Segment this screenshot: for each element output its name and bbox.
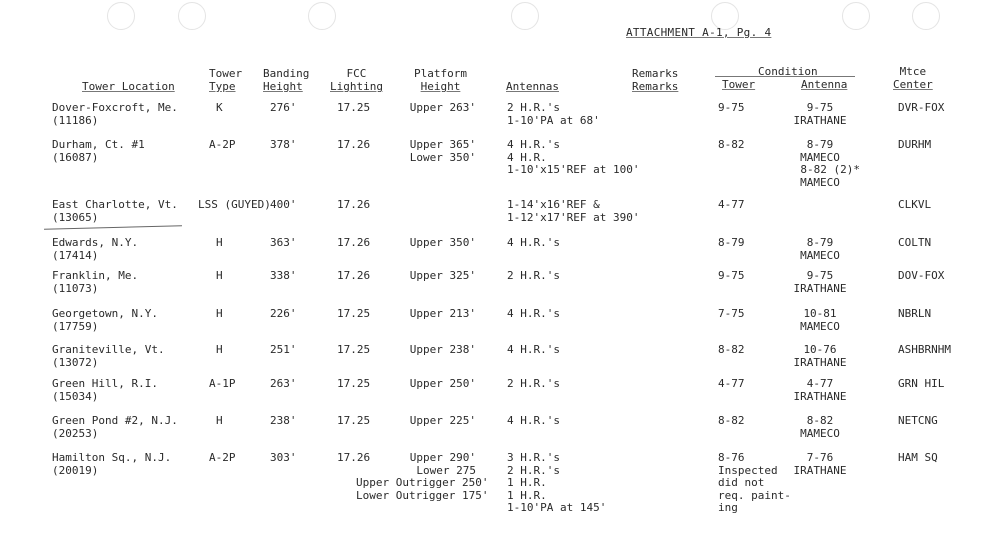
table-row — [0, 415, 985, 449]
table-row — [0, 199, 985, 233]
platform-height-cell — [356, 344, 476, 357]
tower-location-line: Edwards, N.Y. — [52, 236, 139, 249]
antennas-cell — [507, 452, 606, 515]
antennas-cell — [507, 237, 560, 250]
condition-antenna-line: IRATHANE — [793, 113, 847, 127]
antenna-line: 4 H.R.'s — [507, 236, 560, 249]
condition-tower-cell — [718, 139, 745, 152]
condition-tower-cell — [718, 344, 745, 357]
tower-type-cell: H — [216, 307, 223, 320]
condition-tower-line: req. paint- — [718, 488, 791, 502]
tower-location-cell — [52, 415, 178, 440]
tower-location-line: (15034) — [52, 389, 99, 403]
table-row — [0, 102, 985, 136]
platform-height-line: Upper 213' — [409, 307, 476, 320]
tower-location-cell — [52, 308, 158, 333]
platform-height-line: Upper 350' — [409, 236, 476, 249]
antennas-cell — [507, 270, 560, 283]
mtce-center-cell: GRN HIL — [898, 377, 945, 390]
platform-height-cell — [356, 451, 489, 502]
banding-height-cell: 251' — [270, 343, 297, 356]
condition-antenna-line: 8-79 — [806, 138, 834, 151]
tower-location-line: (20019) — [52, 463, 99, 477]
antenna-line: 4 H.R.'s — [507, 414, 560, 427]
platform-height-line: Upper 365' — [409, 138, 476, 151]
tower-location-line: (20253) — [52, 426, 99, 440]
col-remarks: Remarks Remarks — [632, 67, 679, 93]
banding-height-cell: 338' — [270, 269, 297, 282]
platform-height-line: Upper 238' — [409, 343, 476, 356]
condition-antenna-cell — [790, 415, 850, 440]
antennas-cell — [507, 102, 600, 127]
col-condition: Condition — [758, 65, 818, 78]
condition-antenna-line: IRATHANE — [793, 389, 847, 403]
condition-tower-line: Inspected — [718, 463, 778, 477]
platform-height-cell — [356, 378, 476, 391]
platform-height-line: Upper 225' — [409, 414, 476, 427]
condition-antenna-line: IRATHANE — [793, 281, 847, 295]
banding-height-cell: 238' — [270, 414, 297, 427]
platform-height-line: Lower 350' — [409, 150, 476, 164]
condition-antenna-line: MAMECO — [800, 150, 840, 164]
antenna-line: 2 H.R.'s — [507, 377, 560, 390]
antenna-line: 1-14'x16'REF & — [507, 198, 600, 211]
table-row — [0, 270, 985, 304]
tower-location-cell — [52, 344, 165, 369]
fcc-lighting-cell: 17.26 — [337, 138, 371, 151]
banding-height-cell: 276' — [270, 101, 297, 114]
condition-antenna-cell — [790, 378, 850, 403]
condition-antenna-line: 10-81 — [803, 307, 837, 320]
condition-tower-line: 8-82 — [718, 414, 745, 427]
condition-tower-line: 8-82 — [718, 138, 745, 151]
condition-tower-cell — [718, 199, 745, 212]
antenna-line: 3 H.R.'s — [507, 451, 560, 464]
condition-antenna-cell — [790, 270, 850, 295]
punch-hole — [842, 2, 870, 30]
table-row — [0, 138, 985, 189]
condition-antenna-cell — [790, 102, 850, 127]
fcc-lighting-cell: 17.25 — [337, 377, 371, 390]
mtce-center-cell: DVR-FOX — [898, 101, 945, 114]
mtce-center-cell: COLTN — [898, 236, 932, 249]
condition-antenna-line: MAMECO — [800, 319, 840, 333]
platform-height-line: Upper 250' — [409, 377, 476, 390]
condition-tower-line: 8-79 — [718, 236, 745, 249]
condition-antenna-line: IRATHANE — [793, 463, 847, 477]
punch-hole — [912, 2, 940, 30]
condition-tower-cell — [718, 102, 745, 115]
table-row — [0, 308, 985, 342]
tower-location-line: Georgetown, N.Y. — [52, 307, 158, 320]
tower-location-line: (13072) — [52, 355, 99, 369]
antennas-cell — [507, 344, 560, 357]
platform-height-cell — [356, 237, 476, 250]
condition-tower-line: 7-75 — [718, 307, 745, 320]
tower-location-cell — [52, 237, 138, 262]
condition-tower-line: 9-75 — [718, 269, 745, 282]
condition-antenna-line: MAMECO — [800, 175, 840, 189]
tower-location-cell — [52, 378, 158, 403]
col-tower-type: Tower Type — [209, 67, 243, 93]
mtce-center-cell: DOV-FOX — [898, 269, 945, 282]
tower-type-cell: H — [216, 269, 223, 282]
punch-hole — [308, 2, 336, 30]
col-condition-antenna: Antenna — [801, 78, 848, 91]
tower-type-cell: A-1P — [209, 377, 236, 390]
tower-location-line: (11186) — [52, 113, 99, 127]
tower-type-cell: H — [216, 343, 223, 356]
tower-type-cell: K — [216, 101, 223, 114]
condition-tower-line: ing — [718, 501, 738, 514]
antenna-line: 2 H.R.'s — [507, 101, 560, 114]
banding-height-cell: 303' — [270, 451, 297, 464]
antennas-cell — [507, 139, 639, 177]
mtce-center-cell: NBRLN — [898, 307, 932, 320]
tower-location-cell — [52, 452, 171, 477]
platform-height-line: Upper Outrigger 250' — [356, 476, 489, 489]
platform-height-cell — [356, 308, 476, 321]
condition-tower-cell — [718, 308, 745, 321]
fcc-lighting-cell: 17.25 — [337, 343, 371, 356]
condition-tower-line: did not — [718, 476, 765, 489]
platform-height-cell — [356, 139, 476, 164]
tower-location-line: Hamilton Sq., N.J. — [52, 451, 172, 464]
condition-antenna-cell — [790, 452, 850, 477]
col-platform-height: Platform Height — [414, 67, 467, 93]
platform-height-cell — [356, 270, 476, 283]
antenna-line: 1-10'x15'REF at 100' — [507, 163, 640, 176]
tower-location-line: Green Hill, R.I. — [52, 377, 158, 390]
mtce-center-cell: ASHBRNHM — [898, 343, 951, 356]
condition-tower-line: 4-77 — [718, 198, 745, 211]
col-condition-tower: Tower — [722, 78, 756, 91]
banding-height-cell: 263' — [270, 377, 297, 390]
platform-height-cell — [356, 102, 476, 115]
condition-tower-line: 8-82 — [718, 343, 745, 356]
condition-antenna-line: 9-75 — [806, 269, 834, 282]
tower-location-cell — [52, 270, 138, 295]
tower-location-cell — [52, 102, 178, 127]
mtce-center-cell: HAM SQ — [898, 451, 938, 464]
banding-height-cell: 400' — [270, 198, 297, 211]
condition-tower-line: 9-75 — [718, 101, 745, 114]
col-tower-location: Tower Location — [82, 80, 175, 93]
tower-location-line: (17414) — [52, 248, 99, 262]
antennas-cell — [507, 378, 560, 391]
condition-tower-cell — [718, 237, 745, 250]
condition-tower-cell — [718, 452, 791, 515]
tower-location-line: Durham, Ct. #1 — [52, 138, 145, 151]
table-row — [0, 237, 985, 271]
fcc-lighting-cell: 17.26 — [337, 236, 371, 249]
col-mtce-center: Mtce Center — [893, 65, 933, 91]
attachment-title: ATTACHMENT A-1, Pg. 4 — [626, 26, 772, 39]
platform-height-line: Lower Outrigger 175' — [356, 488, 489, 502]
condition-antenna-line: 9-75 — [806, 101, 834, 114]
condition-antenna-cell — [790, 237, 850, 262]
tower-location-line: Graniteville, Vt. — [52, 343, 165, 356]
antenna-line: 1 H.R. — [507, 488, 547, 502]
col-banding-height: Banding Height — [263, 67, 310, 93]
condition-tower-cell — [718, 270, 745, 283]
condition-antenna-line: 8-82 — [806, 414, 834, 427]
antenna-line: 2 H.R.'s — [507, 269, 560, 282]
fcc-lighting-cell: 17.26 — [337, 198, 371, 211]
condition-antenna-line: MAMECO — [800, 248, 840, 262]
tower-type-cell: A-2P — [209, 451, 236, 464]
condition-antenna-cell — [790, 308, 850, 333]
tower-type-cell: H — [216, 414, 223, 427]
condition-antenna-line: 8-79 — [806, 236, 834, 249]
punch-hole — [511, 2, 539, 30]
table-row — [0, 378, 985, 412]
col-antennas: Antennas — [506, 80, 559, 93]
table-row — [0, 344, 985, 378]
platform-height-line: Upper 325' — [409, 269, 476, 282]
tower-location-line: Franklin, Me. — [52, 269, 139, 282]
condition-antenna-line: 8-82 (2)* — [800, 163, 860, 176]
condition-antenna-line: IRATHANE — [793, 355, 847, 369]
antenna-line: 4 H.R.'s — [507, 138, 560, 151]
col-fcc-lighting: FCC Lighting — [330, 67, 383, 93]
tower-location-line: (13065) — [52, 210, 99, 224]
antennas-cell — [507, 199, 639, 224]
antenna-line: 1 H.R. — [507, 476, 547, 489]
antennas-cell — [507, 415, 560, 428]
tower-location-line: Green Pond #2, N.J. — [52, 414, 178, 427]
tower-type-cell: A-2P — [209, 138, 236, 151]
tower-location-cell — [52, 139, 145, 164]
condition-antenna-line: 7-76 — [806, 451, 834, 464]
tower-type-cell: LSS (GUYED) — [198, 198, 271, 211]
platform-height-cell — [356, 415, 476, 428]
condition-tower-line: 4-77 — [718, 377, 745, 390]
tower-location-line: Dover-Foxcroft, Me. — [52, 101, 178, 114]
antenna-line: 1-10'PA at 68' — [507, 113, 600, 127]
condition-tower-cell — [718, 378, 745, 391]
condition-divider — [715, 76, 855, 77]
condition-antenna-cell — [790, 344, 850, 369]
tower-location-line: (17759) — [52, 319, 99, 333]
fcc-lighting-cell: 17.25 — [337, 307, 371, 320]
punch-hole — [107, 2, 135, 30]
punch-hole — [178, 2, 206, 30]
fcc-lighting-cell: 17.25 — [337, 101, 371, 114]
fcc-lighting-cell: 17.25 — [337, 414, 371, 427]
banding-height-cell: 378' — [270, 138, 297, 151]
tower-location-line: East Charlotte, Vt. — [52, 198, 178, 211]
tower-location-cell — [52, 199, 178, 224]
banding-height-cell: 226' — [270, 307, 297, 320]
mtce-center-cell: DURHM — [898, 138, 932, 151]
condition-tower-line: 8-76 — [718, 451, 745, 464]
platform-height-line: Upper 290' — [409, 451, 476, 464]
antenna-line: 4 H.R. — [507, 150, 547, 164]
condition-antenna-line: 10-76 — [803, 343, 837, 356]
mtce-center-cell: NETCNG — [898, 414, 938, 427]
tower-location-line: (11073) — [52, 281, 99, 295]
antennas-cell — [507, 308, 560, 321]
tower-type-cell: H — [216, 236, 223, 249]
mtce-center-cell: CLKVL — [898, 198, 932, 211]
fcc-lighting-cell: 17.26 — [337, 269, 371, 282]
platform-height-line: Upper 263' — [409, 101, 476, 114]
antenna-line: 2 H.R.'s — [507, 463, 560, 477]
tower-location-line: (16087) — [52, 150, 99, 164]
condition-antenna-line: MAMECO — [800, 426, 840, 440]
antenna-line: 1-12'x17'REF at 390' — [507, 210, 640, 224]
platform-height-line: Lower 275 — [416, 463, 476, 477]
antenna-line: 4 H.R.'s — [507, 307, 560, 320]
antenna-line: 1-10'PA at 145' — [507, 501, 607, 514]
condition-tower-cell — [718, 415, 745, 428]
condition-antenna-cell — [790, 138, 860, 189]
fcc-lighting-cell: 17.26 — [337, 451, 371, 464]
banding-height-cell: 363' — [270, 236, 297, 249]
condition-antenna-line: 4-77 — [806, 377, 834, 390]
antenna-line: 4 H.R.'s — [507, 343, 560, 356]
table-row — [0, 451, 985, 514]
